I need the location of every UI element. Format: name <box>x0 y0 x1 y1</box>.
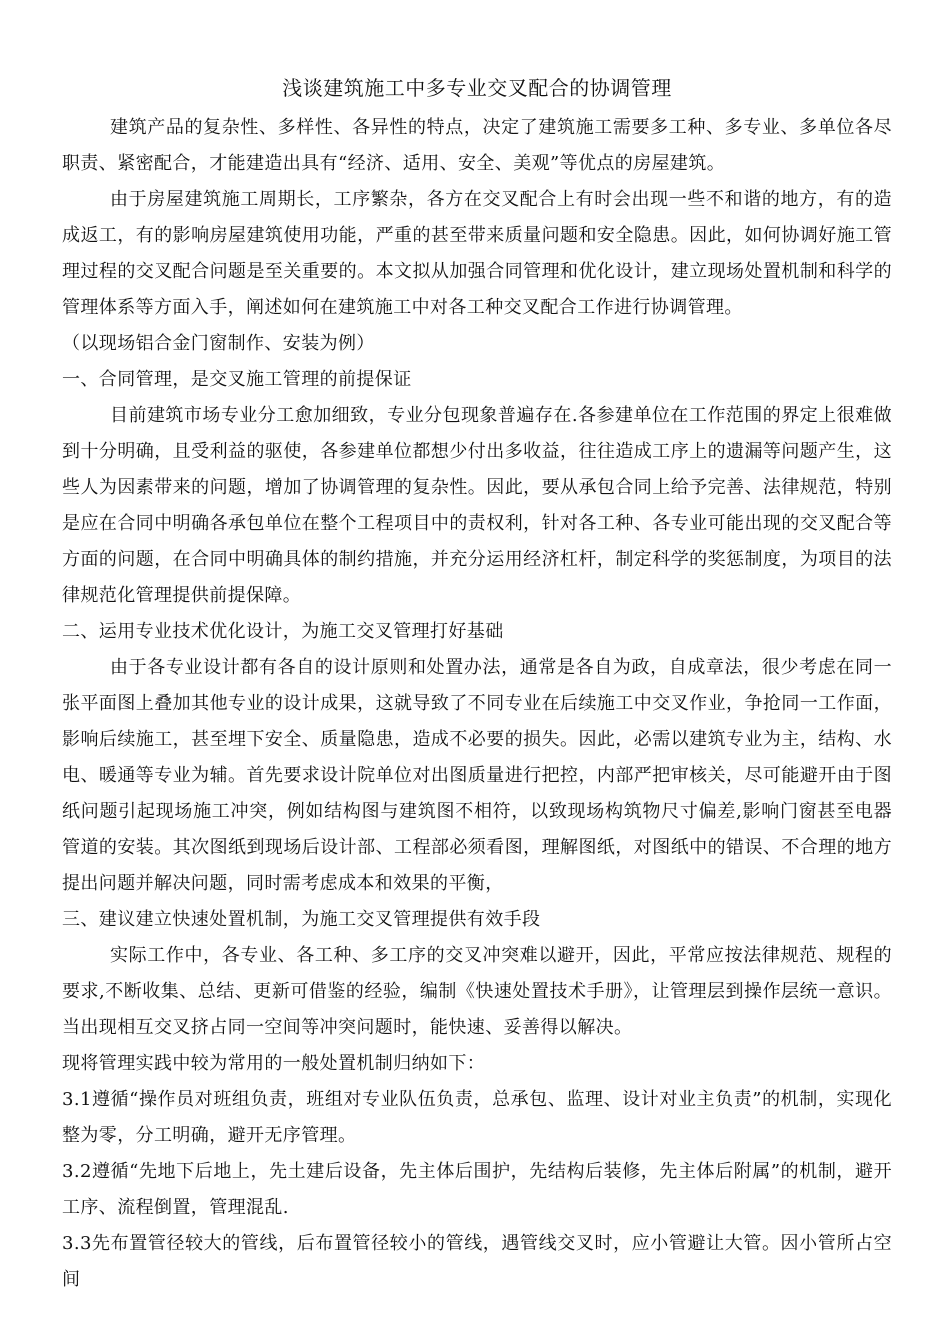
list-item-3-3: 3.3先布置管径较大的管线，后布置管径较小的管线，遇管线交叉时，应小管避让大管。因小管所占空间 <box>62 1233 892 1290</box>
intro-paragraph-1: 建筑产品的复杂性、多样性、各异性的特点，决定了建筑施工需要多工种、多专业、多单位各尽职责、紧密配合，才能建造出具有“经济、适用、安全、美观”等优点的房屋建筑。 <box>62 117 892 174</box>
section-1-heading: 一、合同管理，是交叉施工管理的前提保证 <box>62 369 412 390</box>
section-2-heading: 二、运用专业技术优化设计，为施工交叉管理打好基础 <box>62 621 504 642</box>
intro-paragraph-2: 由于房屋建筑施工周期长，工序繁杂，各方在交叉配合上有时会出现一些不和谐的地方，有的造成返工，有的影响房屋建筑使用功能，严重的甚至带来质量问题和安全隐患。因此，如何协调好施工管理过程的交叉配合问题是至关重要的。本文拟从加强合同管理和优化设计，建立现场处置机制和科学的管理体系等方面入手，阐述如何在建筑施工中对各工种交叉配合工作进行协调管理。 <box>62 189 892 318</box>
document-title: 浅谈建筑施工中多专业交叉配合的协调管理 <box>282 76 672 100</box>
section-3-heading: 三、建议建立快速处置机制，为施工交叉管理提供有效手段 <box>62 909 541 930</box>
example-note: （以现场铝合金门窗制作、安装为例） <box>62 333 375 354</box>
document-page <box>62 72 892 1298</box>
section-2-body: 由于各专业设计都有各自的设计原则和处置办法，通常是各自为政，自成章法，很少考虑在同一张平面图上叠加其他专业的设计成果，这就导致了不同专业在后续施工中交叉作业，争抢同一工作面，影响后续施工，甚至埋下安全、质量隐患，造成不必要的损失。因此，必需以建筑专业为主，结构、水电、暖通等专业为辅。首先要求设计院单位对出图质量进行把控，内部严把审核关，尽可能避开由于图纸问题引起现场施工冲突，例如结构图与建筑图不相符，以致现场构筑物尺寸偏差,影响门窗甚至电器管道的安装。其次图纸到现场后设计部、工程部必须看图，理解图纸，对图纸中的错误、不合理的地方提出问题并解决问题，同时需考虑成本和效果的平衡， <box>62 657 892 894</box>
section-3-body: 实际工作中，各专业、各工种、多工序的交叉冲突难以避开，因此，平常应按法律规范、规程的要求,不断收集、总结、更新可借鉴的经验，编制《快速处置技术手册》，让管理层到操作层统一意识。当出现相互交叉挤占同一空间等冲突问题时，能快速、妥善得以解决。 <box>62 945 892 1038</box>
summary-line: 现将管理实践中较为常用的一般处置机制归纳如下： <box>62 1053 486 1074</box>
section-1-body: 目前建筑市场专业分工愈加细致，专业分包现象普遍存在.各参建单位在工作范围的界定上很难做到十分明确，且受利益的驱使，各参建单位都想少付出多收益，往往造成工序上的遗漏等问题产生，这些人为因素带来的问题，增加了协调管理的复杂性。因此，要从承包合同上给予完善、法律规范，特别是应在合同中明确各承包单位在整个工程项目中的责权利，针对各工种、各专业可能出现的交叉配合等方面的问题，在合同中明确具体的制约措施，并充分运用经济杠杆，制定科学的奖惩制度，为项目的法律规范化管理提供前提保障。 <box>62 405 892 606</box>
list-item-3-2: 3.2遵循“先地下后地上，先土建后设备，先主体后围护，先结构后装修，先主体后附属”的机制，避开工序、流程倒置，管理混乱. <box>62 1161 892 1218</box>
list-item-3-1: 3.1遵循“操作员对班组负责，班组对专业队伍负责，总承包、监理、设计对业主负责”的机制，实现化整为零，分工明确，避开无序管理。 <box>62 1089 892 1146</box>
